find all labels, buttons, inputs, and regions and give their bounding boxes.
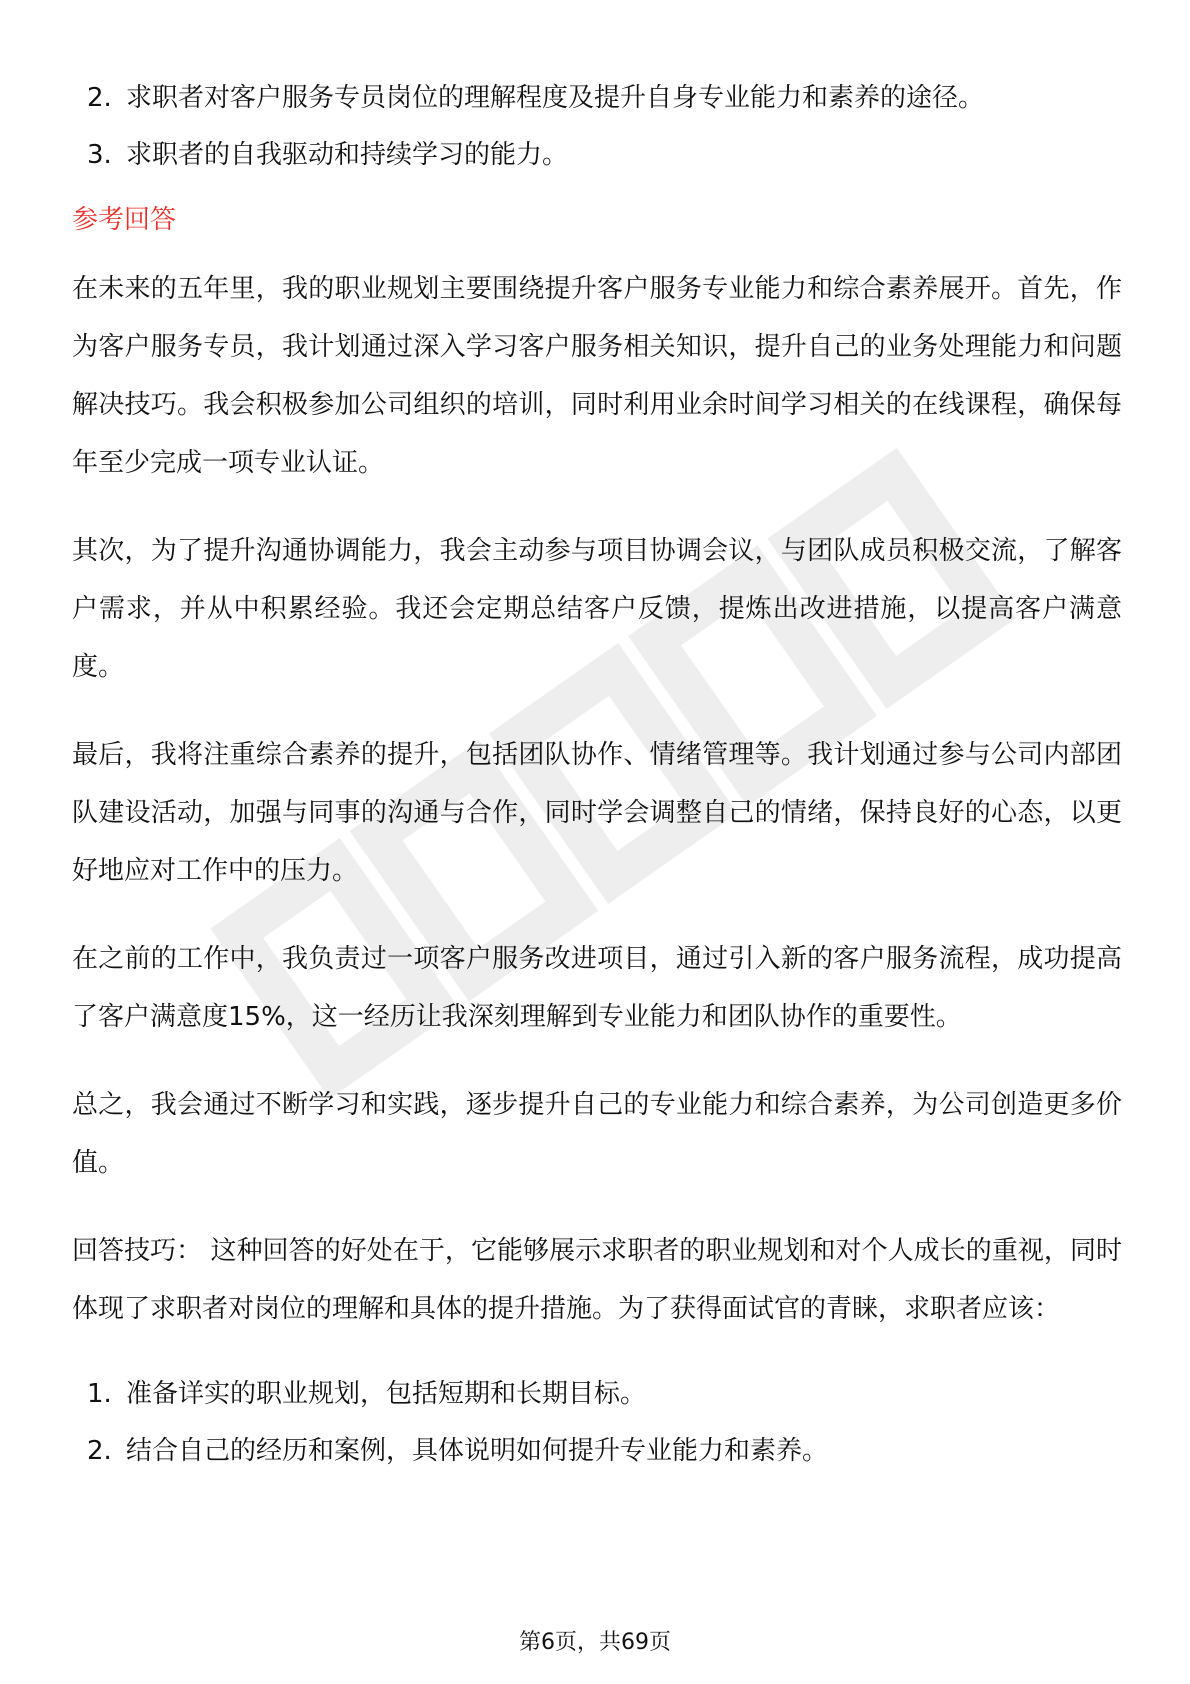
list-item xyxy=(72,1366,1122,1423)
list-number: 1. xyxy=(87,1379,112,1409)
list-text: 结合自己的经历和案例，具体说明如何提升专业能力和素养。 xyxy=(126,1436,829,1466)
list-text: 求职者的自我驱动和持续学习的能力。 xyxy=(126,140,569,170)
list-number: 2. xyxy=(87,83,112,113)
list-item xyxy=(72,1423,1122,1480)
page-footer: 第6页，共69页 xyxy=(519,1630,671,1655)
list-item xyxy=(72,127,1122,184)
paragraph: 总之，我会通过不断学习和实践，逐步提升自己的专业能力和综合素养，为公司创造更多价值。 xyxy=(72,1090,1122,1178)
list-item xyxy=(72,70,1122,127)
paragraph: 最后，我将注重综合素养的提升，包括团队协作、情绪管理等。我计划通过参与公司内部团队建设活动，加强与同事的沟通与合作，同时学会调整自己的情绪，保持良好的心态，以更好地应对工作中的压力。 xyxy=(72,740,1122,886)
paragraph: 其次，为了提升沟通协调能力，我会主动参与项目协调会议，与团队成员积极交流，了解客户需求，并从中积累经验。我还会定期总结客户反馈，提炼出改进措施，以提高客户满意度。 xyxy=(72,536,1122,682)
list-number: 3. xyxy=(87,140,112,170)
paragraph: 在未来的五年里，我的职业规划主要围绕提升客户服务专业能力和综合素养展开。首先，作为客户服务专员，我计划通过深入学习客户服务相关知识，提升自己的业务处理能力和问题解决技巧。我会积极参加公司组织的培训，同时利用业余时间学习相关的在线课程，确保每年至少完成一项专业认证。 xyxy=(72,274,1122,478)
list-text: 求职者对客户服务专员岗位的理解程度及提升自身专业能力和素养的途径。 xyxy=(126,83,985,113)
top-numbered-list xyxy=(72,70,1122,184)
list-text: 准备详实的职业规划，包括短期和长期目标。 xyxy=(126,1379,647,1409)
tips-paragraph: 回答技巧： 这种回答的好处在于，它能够展示求职者的职业规划和对个人成长的重视，同时体现了求职者对岗位的理解和具体的提升措施。为了获得面试官的青睐，求职者应该： xyxy=(72,1236,1122,1324)
section-heading: 参考回答 xyxy=(72,205,177,235)
bottom-numbered-list xyxy=(72,1366,1122,1480)
paragraph: 在之前的工作中，我负责过一项客户服务改进项目，通过引入新的客户服务流程，成功提高了客户满意度15%，这一经历让我深刻理解到专业能力和团队协作的重要性。 xyxy=(72,944,1122,1032)
document-page xyxy=(72,70,1122,1480)
list-number: 2. xyxy=(87,1436,112,1466)
